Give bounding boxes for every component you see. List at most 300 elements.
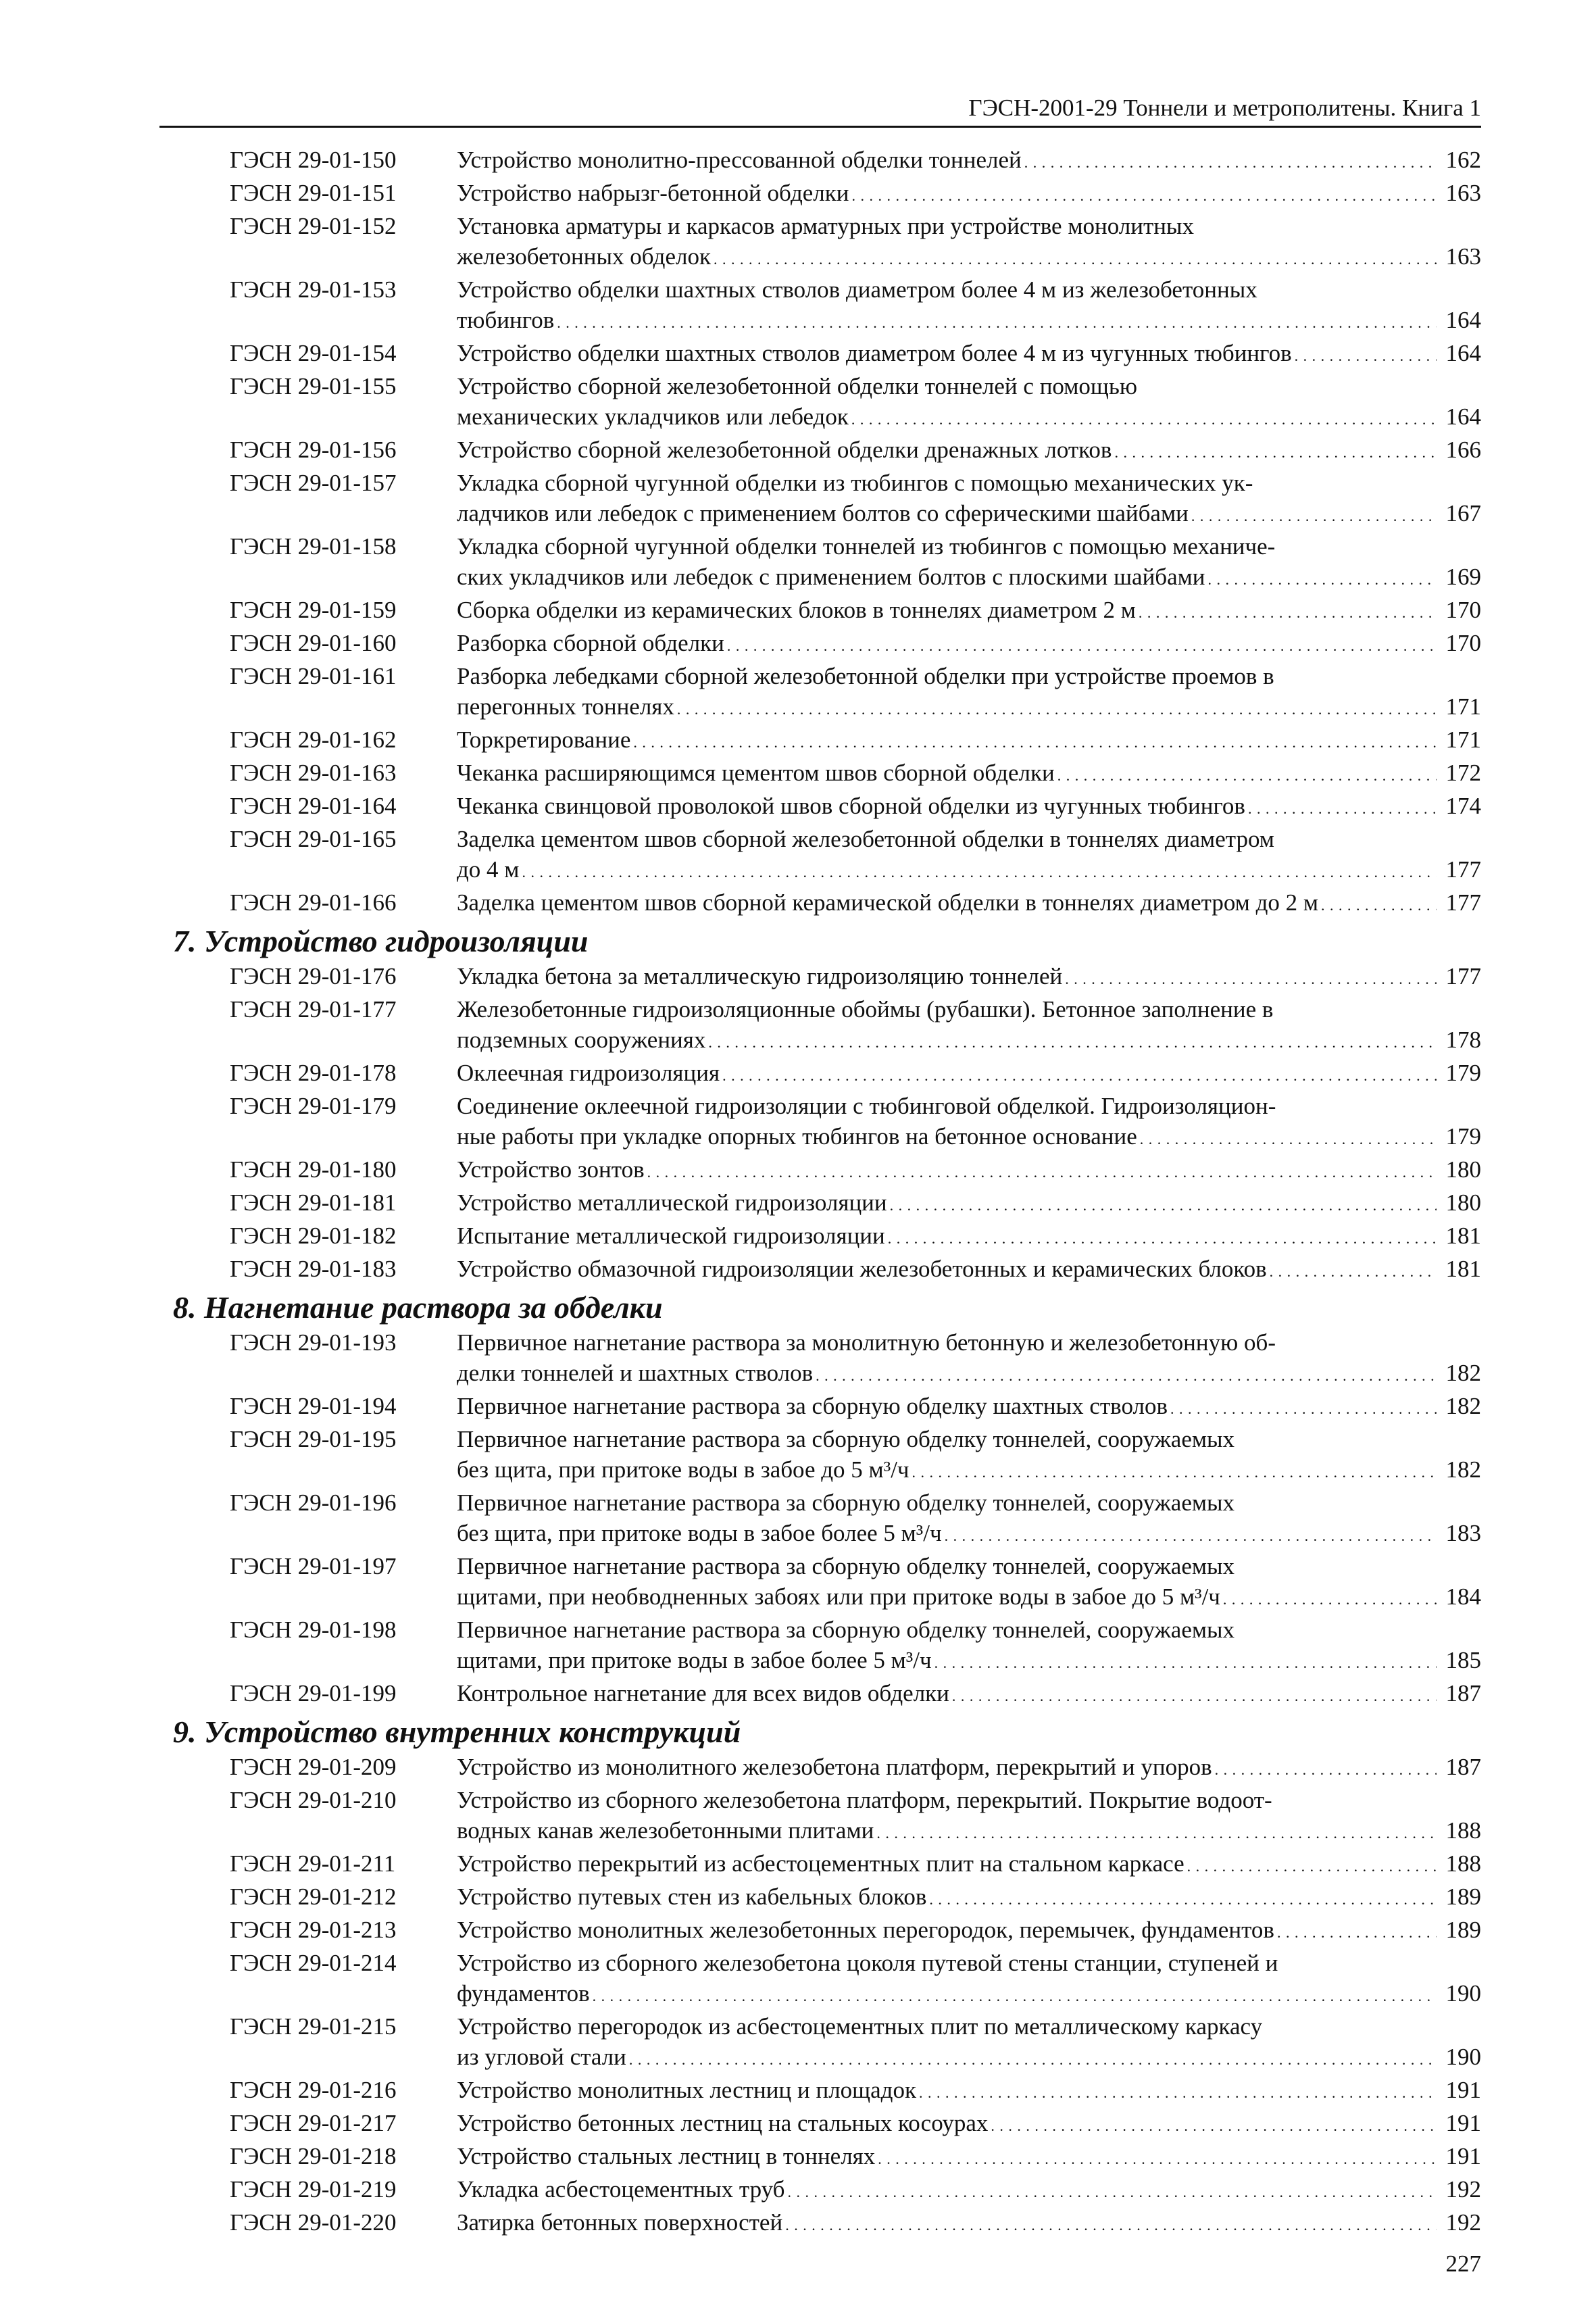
leader-dots xyxy=(677,691,1437,724)
entry-title-last-line xyxy=(457,1518,1481,1551)
toc-entry[interactable] xyxy=(159,887,1481,920)
toc-entry[interactable] xyxy=(159,2207,1481,2240)
toc-entry[interactable] xyxy=(159,1327,1481,1391)
entry-page: 192 xyxy=(1445,2176,1481,2202)
entry-title-text: водных канав железобетонными плитами xyxy=(457,1817,874,1844)
toc-entry[interactable] xyxy=(159,2075,1481,2108)
entry-code: ГЭСН 29-01-178 xyxy=(230,1060,397,1086)
entry-body xyxy=(457,887,1481,920)
leader-dots xyxy=(1270,1254,1437,1287)
entry-title-text: тюбингов xyxy=(457,307,555,333)
entry-title-text: Чеканка свинцовой проволокой швов сборной обделки из чугунных тюбингов xyxy=(457,793,1245,819)
entry-page: 192 xyxy=(1445,2209,1481,2236)
entry-page: 191 xyxy=(1445,2110,1481,2136)
entry-title-last-line xyxy=(457,498,1481,531)
entry-title-last-line xyxy=(457,628,1481,661)
entry-title-last-line xyxy=(457,1025,1481,1058)
toc-entry[interactable] xyxy=(159,1187,1481,1221)
entry-title-text: Заделка цементом швов сборной керамической обделки в тоннелях диаметром до 2 м xyxy=(457,889,1319,916)
entry-title-text: из угловой стали xyxy=(457,2044,626,2070)
entry-body xyxy=(457,145,1481,178)
page-number: 227 xyxy=(1445,2250,1481,2277)
entry-title-text: Сборка обделки из керамических блоков в тоннелях диаметром 2 м xyxy=(457,597,1136,623)
toc-entry[interactable] xyxy=(159,145,1481,178)
entry-body xyxy=(457,211,1481,274)
entry-body xyxy=(457,338,1481,371)
entry-code: ГЭСН 29-01-176 xyxy=(230,963,397,989)
entry-title-text: фундаментов xyxy=(457,1980,590,2007)
entry-page: 164 xyxy=(1445,340,1481,366)
entry-body xyxy=(457,1785,1481,1848)
entry-code: ГЭСН 29-01-195 xyxy=(230,1426,397,1452)
leader-dots xyxy=(852,178,1437,211)
entry-body xyxy=(457,758,1481,791)
entry-body xyxy=(457,1752,1481,1785)
entry-body xyxy=(457,1551,1481,1615)
entry-code: ГЭСН 29-01-160 xyxy=(230,630,397,656)
entry-title-line: Устройство из сборного железобетона цоколя путевой стены станции, ступеней и xyxy=(457,1950,1278,1976)
toc-entry[interactable] xyxy=(159,1221,1481,1254)
leader-dots xyxy=(934,1645,1437,1678)
leader-dots xyxy=(1208,562,1437,595)
entry-title-text: Устройство перекрытий из асбестоцементных плит на стальном каркасе xyxy=(457,1850,1184,1877)
entry-title-text: ладчиков или лебедок с применением болтов со сферическими шайбами xyxy=(457,500,1189,526)
entry-code: ГЭСН 29-01-215 xyxy=(230,2013,397,2040)
leader-dots xyxy=(888,1221,1437,1254)
leader-dots xyxy=(727,628,1437,661)
toc-entry[interactable] xyxy=(159,2108,1481,2141)
toc-entry[interactable] xyxy=(159,994,1481,1058)
entry-code: ГЭСН 29-01-210 xyxy=(230,1787,397,1813)
entry-title-line: Установка арматуры и каркасов арматурных при устройстве монолитных xyxy=(457,213,1194,239)
entry-title-text: ских укладчиков или лебедок с применением болтов с плоскими шайбами xyxy=(457,564,1205,590)
entry-body xyxy=(457,468,1481,531)
leader-dots xyxy=(1187,1848,1437,1881)
entry-title-text: без щита, при притоке воды в забое до 5 м³/ч xyxy=(457,1456,909,1483)
entry-title-text: Первичное нагнетание раствора за сборную обделку шахтных стволов xyxy=(457,1393,1168,1419)
leader-dots xyxy=(816,1358,1437,1391)
entry-code: ГЭСН 29-01-162 xyxy=(230,727,397,753)
toc-entry[interactable] xyxy=(159,1091,1481,1154)
toc-entry[interactable] xyxy=(159,338,1481,371)
entry-code: ГЭСН 29-01-199 xyxy=(230,1680,397,1706)
table-of-contents xyxy=(159,145,1481,2240)
leader-dots xyxy=(1248,791,1437,824)
toc-entry[interactable] xyxy=(159,724,1481,758)
entry-title-last-line xyxy=(457,961,1481,994)
leader-dots xyxy=(522,854,1437,887)
entry-body xyxy=(457,1678,1481,1711)
entry-title-last-line xyxy=(457,435,1481,468)
entry-title-last-line xyxy=(457,1678,1481,1711)
leader-dots xyxy=(593,1978,1437,2011)
entry-code: ГЭСН 29-01-193 xyxy=(230,1329,397,1356)
entry-title-last-line xyxy=(457,1358,1481,1391)
entry-code: ГЭСН 29-01-158 xyxy=(230,533,397,560)
entry-title-last-line xyxy=(457,2108,1481,2141)
entry-code: ГЭСН 29-01-151 xyxy=(230,180,397,206)
toc-entry[interactable] xyxy=(159,628,1481,661)
leader-dots xyxy=(785,2207,1437,2240)
toc-entry[interactable] xyxy=(159,2174,1481,2207)
entry-title-text: Разборка сборной обделки xyxy=(457,630,724,656)
toc-entry[interactable] xyxy=(159,468,1481,531)
entry-title-last-line xyxy=(457,1848,1481,1881)
entry-body xyxy=(457,791,1481,824)
toc-entry[interactable] xyxy=(159,1615,1481,1678)
toc-entry[interactable] xyxy=(159,371,1481,435)
entry-page: 164 xyxy=(1445,403,1481,430)
entry-page: 191 xyxy=(1445,2077,1481,2103)
entry-title-line: Укладка сборной чугунной обделки тоннелей из тюбингов с помощью механиче- xyxy=(457,533,1276,560)
entry-page: 171 xyxy=(1445,727,1481,753)
entry-title-last-line xyxy=(457,791,1481,824)
entry-title-text: Устройство монолитно-прессованной обделки тоннелей xyxy=(457,147,1022,173)
entry-body xyxy=(457,1881,1481,1915)
entry-title-last-line xyxy=(457,1915,1481,1948)
leader-dots xyxy=(1295,338,1437,371)
entry-title-line: Соединение оклеечной гидроизоляции с тюбинговой обделкой. Гидроизоляцион- xyxy=(457,1093,1276,1119)
entry-body xyxy=(457,661,1481,724)
entry-code: ГЭСН 29-01-219 xyxy=(230,2176,397,2202)
entry-title-last-line xyxy=(457,1187,1481,1221)
entry-page: 179 xyxy=(1445,1123,1481,1150)
entry-title-text: железобетонных обделок xyxy=(457,243,711,270)
running-header: ГЭСН-2001-29 Тоннели и метрополитены. Книга 1 xyxy=(159,93,1481,128)
leader-dots xyxy=(876,1815,1437,1848)
entry-code: ГЭСН 29-01-213 xyxy=(230,1917,397,1943)
leader-dots xyxy=(919,2075,1437,2108)
entry-body xyxy=(457,724,1481,758)
entry-page: 177 xyxy=(1445,856,1481,883)
toc-entry[interactable] xyxy=(159,1391,1481,1424)
entry-title-line: Укладка сборной чугунной обделки из тюбингов с помощью механических ук- xyxy=(457,470,1253,496)
entry-body xyxy=(457,1058,1481,1091)
entry-code: ГЭСН 29-01-156 xyxy=(230,437,397,463)
entry-title-text: Устройство обделки шахтных стволов диаметром более 4 м из чугунных тюбингов xyxy=(457,340,1292,366)
entry-title-line: Заделка цементом швов сборной железобетонной обделки в тоннелях диаметром xyxy=(457,826,1274,852)
entry-body xyxy=(457,2174,1481,2207)
entry-title-text: Чеканка расширяющимся цементом швов сборной обделки xyxy=(457,760,1055,786)
entry-title-last-line xyxy=(457,854,1481,887)
leader-dots xyxy=(1215,1752,1437,1785)
entry-title-last-line xyxy=(457,305,1481,338)
entry-code: ГЭСН 29-01-212 xyxy=(230,1884,397,1910)
entry-body xyxy=(457,531,1481,595)
leader-dots xyxy=(1277,1915,1437,1948)
entry-title-text: Торкретирование xyxy=(457,727,631,753)
entry-title-text: механических укладчиков или лебедок xyxy=(457,403,849,430)
entry-body xyxy=(457,2141,1481,2174)
entry-code: ГЭСН 29-01-211 xyxy=(230,1850,396,1877)
entry-code: ГЭСН 29-01-196 xyxy=(230,1490,397,1516)
entry-code: ГЭСН 29-01-166 xyxy=(230,889,397,916)
entry-title-text: Устройство сборной железобетонной обделки дренажных лотков xyxy=(457,437,1112,463)
entry-title-last-line xyxy=(457,562,1481,595)
entry-page: 169 xyxy=(1445,564,1481,590)
leader-dots xyxy=(1223,1581,1437,1615)
entry-body xyxy=(457,435,1481,468)
leader-dots xyxy=(952,1678,1437,1711)
entry-title-line: Разборка лебедками сборной железобетонной обделки при устройстве проемов в xyxy=(457,663,1274,689)
entry-code: ГЭСН 29-01-180 xyxy=(230,1156,397,1183)
toc-entry[interactable] xyxy=(159,1881,1481,1915)
leader-dots xyxy=(890,1187,1437,1221)
entry-page: 164 xyxy=(1445,307,1481,333)
toc-entry[interactable] xyxy=(159,1948,1481,2011)
entry-body xyxy=(457,274,1481,338)
entry-page: 188 xyxy=(1445,1850,1481,1877)
entry-title-last-line xyxy=(457,1881,1481,1915)
entry-title-text: щитами, при притоке воды в забое более 5 м³/ч xyxy=(457,1647,932,1673)
entry-code: ГЭСН 29-01-179 xyxy=(230,1093,397,1119)
leader-dots xyxy=(1139,595,1437,628)
entry-body xyxy=(457,2108,1481,2141)
entry-title-last-line xyxy=(457,2042,1481,2075)
leader-dots xyxy=(1024,145,1437,178)
entry-page: 179 xyxy=(1445,1060,1481,1086)
entry-code: ГЭСН 29-01-197 xyxy=(230,1553,397,1579)
entry-page: 180 xyxy=(1445,1189,1481,1216)
entry-page: 185 xyxy=(1445,1647,1481,1673)
leader-dots xyxy=(851,401,1437,435)
entry-code: ГЭСН 29-01-152 xyxy=(230,213,397,239)
leader-dots xyxy=(1140,1121,1437,1154)
leader-dots xyxy=(708,1025,1437,1058)
toc-entry[interactable] xyxy=(159,1678,1481,1711)
entry-body xyxy=(457,1487,1481,1551)
entry-title-text: подземных сооружениях xyxy=(457,1027,706,1053)
toc-entry[interactable] xyxy=(159,2011,1481,2075)
entry-code: ГЭСН 29-01-181 xyxy=(230,1189,397,1216)
leader-dots xyxy=(929,1881,1437,1915)
entry-page: 163 xyxy=(1445,180,1481,206)
entry-title-text: Устройство монолитных железобетонных перегородок, перемычек, фундаментов xyxy=(457,1917,1274,1943)
entry-code: ГЭСН 29-01-214 xyxy=(230,1950,397,1976)
entry-code: ГЭСН 29-01-217 xyxy=(230,2110,397,2136)
entry-page: 182 xyxy=(1445,1393,1481,1419)
entry-title-last-line xyxy=(457,401,1481,435)
toc-entry[interactable] xyxy=(159,435,1481,468)
entry-code: ГЭСН 29-01-150 xyxy=(230,147,397,173)
section-heading: 9. Устройство внутренних конструкций xyxy=(173,1715,741,1749)
entry-page: 187 xyxy=(1445,1680,1481,1706)
entry-code: ГЭСН 29-01-161 xyxy=(230,663,397,689)
entry-body xyxy=(457,1615,1481,1678)
entry-title-text: Затирка бетонных поверхностей xyxy=(457,2209,783,2236)
entry-title-last-line xyxy=(457,1978,1481,2011)
entry-title-text: Устройство обмазочной гидроизоляции железобетонных и керамических блоков xyxy=(457,1256,1267,1282)
toc-entry[interactable] xyxy=(159,1915,1481,1948)
leader-dots xyxy=(1114,435,1437,468)
entry-page: 184 xyxy=(1445,1583,1481,1610)
entry-title-line: Первичное нагнетание раствора за сборную обделку тоннелей, сооружаемых xyxy=(457,1617,1235,1643)
entry-title-last-line xyxy=(457,724,1481,758)
entry-code: ГЭСН 29-01-159 xyxy=(230,597,397,623)
entry-code: ГЭСН 29-01-177 xyxy=(230,996,397,1023)
entry-title-last-line xyxy=(457,2075,1481,2108)
entry-title-line: Первичное нагнетание раствора за сборную обделку тоннелей, сооружаемых xyxy=(457,1553,1235,1579)
entry-title-line: Устройство сборной железобетонной обделки тоннелей с помощью xyxy=(457,373,1137,399)
entry-page: 182 xyxy=(1445,1456,1481,1483)
entry-title-text: до 4 м xyxy=(457,856,520,883)
entry-page: 181 xyxy=(1445,1256,1481,1282)
entry-title-last-line xyxy=(457,145,1481,178)
toc-entry[interactable] xyxy=(159,178,1481,211)
entry-page: 187 xyxy=(1445,1754,1481,1780)
entry-title-last-line xyxy=(457,1815,1481,1848)
entry-body xyxy=(457,1424,1481,1487)
entry-page: 181 xyxy=(1445,1223,1481,1249)
entry-code: ГЭСН 29-01-209 xyxy=(230,1754,397,1780)
entry-body xyxy=(457,1915,1481,1948)
entry-code: ГЭСН 29-01-163 xyxy=(230,760,397,786)
entry-page: 177 xyxy=(1445,889,1481,916)
entry-code: ГЭСН 29-01-157 xyxy=(230,470,397,496)
leader-dots xyxy=(1057,758,1437,791)
entry-title-line: Устройство перегородок из асбестоцементных плит по металлическому каркасу xyxy=(457,2013,1263,2040)
entry-title-text: делки тоннелей и шахтных стволов xyxy=(457,1360,814,1386)
toc-entry[interactable] xyxy=(159,961,1481,994)
leader-dots xyxy=(722,1058,1437,1091)
entry-title-text: перегонных тоннелях xyxy=(457,693,674,720)
entry-title-line: Устройство из сборного железобетона платформ, перекрытий. Покрытие водоот- xyxy=(457,1787,1272,1813)
entry-title-last-line xyxy=(457,1254,1481,1287)
leader-dots xyxy=(647,1154,1437,1187)
entry-title-text: Оклеечная гидроизоляция xyxy=(457,1060,720,1086)
entry-title-last-line xyxy=(457,2207,1481,2240)
entry-page: 190 xyxy=(1445,1980,1481,2007)
entry-page: 190 xyxy=(1445,2044,1481,2070)
toc-entry[interactable] xyxy=(159,1785,1481,1848)
leader-dots xyxy=(557,305,1437,338)
entry-body xyxy=(457,1221,1481,1254)
entry-code: ГЭСН 29-01-183 xyxy=(230,1256,397,1282)
toc-entry[interactable] xyxy=(159,1752,1481,1785)
entry-title-text: Устройство металлической гидроизоляции xyxy=(457,1189,887,1216)
entry-title-text: ные работы при укладке опорных тюбингов на бетонное основание xyxy=(457,1123,1137,1150)
leader-dots xyxy=(1170,1391,1437,1424)
toc-entry[interactable] xyxy=(159,1487,1481,1551)
toc-entry[interactable] xyxy=(159,1551,1481,1615)
toc-entry[interactable] xyxy=(159,1424,1481,1487)
toc-entry[interactable] xyxy=(159,824,1481,887)
leader-dots xyxy=(787,2174,1437,2207)
entry-code: ГЭСН 29-01-154 xyxy=(230,340,397,366)
section-heading: 7. Устройство гидроизоляции xyxy=(173,924,589,958)
entry-title-last-line xyxy=(457,2174,1481,2207)
entry-page: 189 xyxy=(1445,1917,1481,1943)
entry-title-text: Устройство путевых стен из кабельных блоков xyxy=(457,1884,927,1910)
entry-body xyxy=(457,1187,1481,1221)
toc-entry[interactable] xyxy=(159,758,1481,791)
entry-code: ГЭСН 29-01-165 xyxy=(230,826,397,852)
entry-body xyxy=(457,628,1481,661)
entry-title-line: Первичное нагнетание раствора за сборную обделку тоннелей, сооружаемых xyxy=(457,1426,1235,1452)
entry-body xyxy=(457,178,1481,211)
entry-title-line: Железобетонные гидроизоляционные обоймы (рубашки). Бетонное заполнение в xyxy=(457,996,1274,1023)
toc-entry[interactable] xyxy=(159,1254,1481,1287)
entry-body xyxy=(457,371,1481,435)
entry-body xyxy=(457,2011,1481,2075)
entry-page: 191 xyxy=(1445,2143,1481,2169)
entry-body xyxy=(457,2207,1481,2240)
entry-title-last-line xyxy=(457,1121,1481,1154)
entry-title-last-line xyxy=(457,2141,1481,2174)
entry-code: ГЭСН 29-01-194 xyxy=(230,1393,397,1419)
entry-title-text: Устройство стальных лестниц в тоннелях xyxy=(457,2143,876,2169)
toc-entry[interactable] xyxy=(159,791,1481,824)
leader-dots xyxy=(878,2141,1437,2174)
entry-body xyxy=(457,1091,1481,1154)
entry-title-text: Устройство монолитных лестниц и площадок xyxy=(457,2077,916,2103)
entry-code: ГЭСН 29-01-155 xyxy=(230,373,397,399)
leader-dots xyxy=(1321,887,1437,920)
entry-title-line: Первичное нагнетание раствора за монолитную бетонную и железобетонную об- xyxy=(457,1329,1276,1356)
entry-page: 167 xyxy=(1445,500,1481,526)
entry-title-text: Укладка асбестоцементных труб xyxy=(457,2176,785,2202)
entry-title-text: щитами, при необводненных забоях или при притоке воды в забое до 5 м³/ч xyxy=(457,1583,1220,1610)
entry-body xyxy=(457,994,1481,1058)
leader-dots xyxy=(991,2108,1437,2141)
entry-code: ГЭСН 29-01-164 xyxy=(230,793,397,819)
entry-body xyxy=(457,961,1481,994)
entry-code: ГЭСН 29-01-182 xyxy=(230,1223,397,1249)
toc-entry[interactable] xyxy=(159,274,1481,338)
entry-page: 170 xyxy=(1445,630,1481,656)
entry-title-text: Устройство бетонных лестниц на стальных косоурах xyxy=(457,2110,989,2136)
entry-code: ГЭСН 29-01-198 xyxy=(230,1617,397,1643)
entry-page: 188 xyxy=(1445,1817,1481,1844)
leader-dots xyxy=(629,2042,1437,2075)
entry-page: 170 xyxy=(1445,597,1481,623)
leader-dots xyxy=(1065,961,1437,994)
entry-page: 189 xyxy=(1445,1884,1481,1910)
entry-body xyxy=(457,1254,1481,1287)
entry-body xyxy=(457,1391,1481,1424)
entry-title-text: Контрольное нагнетание для всех видов обделки xyxy=(457,1680,949,1706)
entry-title-last-line xyxy=(457,691,1481,724)
entry-page: 182 xyxy=(1445,1360,1481,1386)
entry-title-text: Устройство из монолитного железобетона платформ, перекрытий и упоров xyxy=(457,1754,1212,1780)
entry-body xyxy=(457,1327,1481,1391)
entry-title-last-line xyxy=(457,1454,1481,1487)
entry-title-text: без щита, при притоке воды в забое более 5 м³/ч xyxy=(457,1520,942,1546)
toc-entry[interactable] xyxy=(159,2141,1481,2174)
entry-page: 174 xyxy=(1445,793,1481,819)
entry-page: 162 xyxy=(1445,147,1481,173)
toc-entry[interactable] xyxy=(159,211,1481,274)
entry-title-line: Устройство обделки шахтных стволов диаметром более 4 м из железобетонных xyxy=(457,276,1257,303)
entry-title-text: Укладка бетона за металлическую гидроизоляцию тоннелей xyxy=(457,963,1063,989)
entry-title-last-line xyxy=(457,1645,1481,1678)
entry-title-last-line xyxy=(457,1058,1481,1091)
toc-entry[interactable] xyxy=(159,1848,1481,1881)
leader-dots xyxy=(714,241,1437,274)
toc-entry[interactable] xyxy=(159,531,1481,595)
toc-entry[interactable] xyxy=(159,1154,1481,1187)
entry-body xyxy=(457,1154,1481,1187)
leader-dots xyxy=(912,1454,1437,1487)
toc-entry[interactable] xyxy=(159,595,1481,628)
toc-entry[interactable] xyxy=(159,1058,1481,1091)
entry-body xyxy=(457,595,1481,628)
entry-page: 166 xyxy=(1445,437,1481,463)
entry-title-text: Устройство набрызг-бетонной обделки xyxy=(457,180,849,206)
leader-dots xyxy=(945,1518,1437,1551)
entry-title-last-line xyxy=(457,241,1481,274)
toc-entry[interactable] xyxy=(159,661,1481,724)
